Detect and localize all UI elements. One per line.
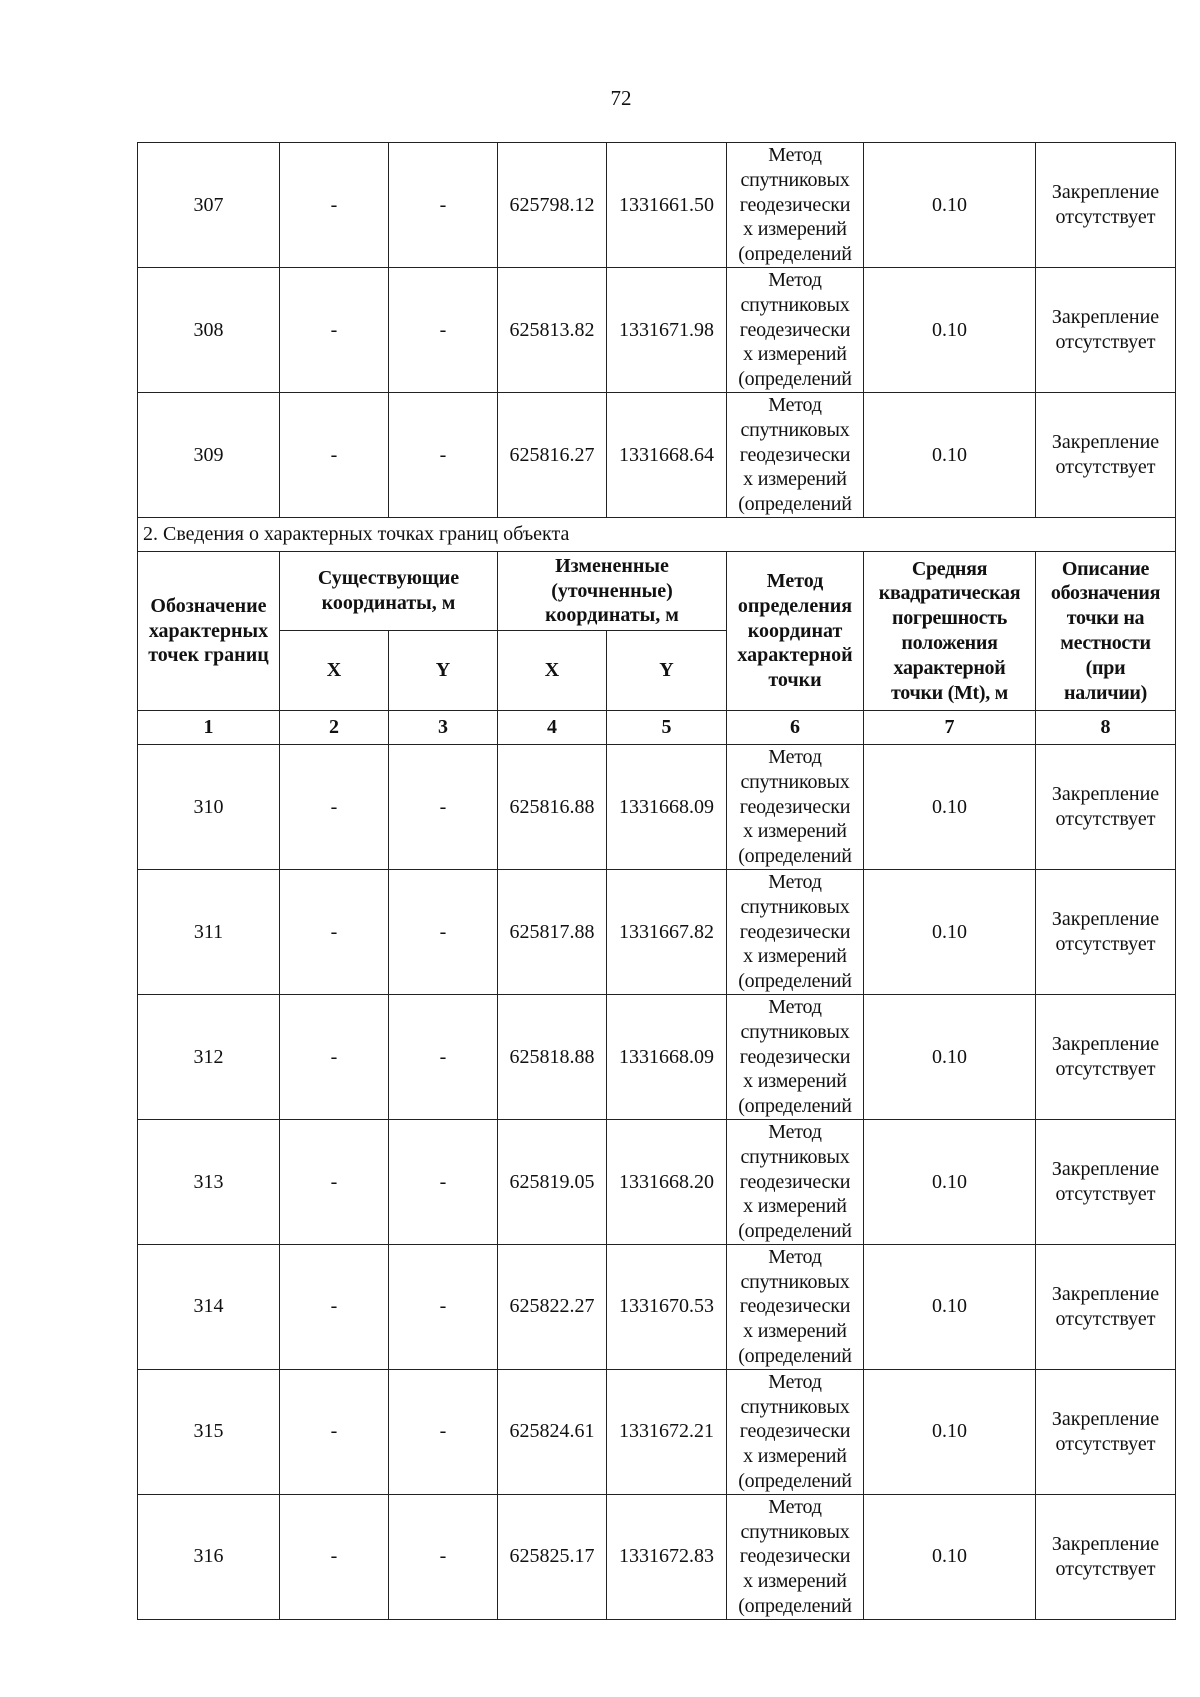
text-line: спутниковых bbox=[740, 418, 850, 441]
description-line: отсутствует bbox=[1055, 1557, 1156, 1580]
text-line: Измененные bbox=[555, 554, 669, 577]
existing-x: - bbox=[280, 1119, 389, 1244]
method-cell bbox=[727, 392, 864, 517]
section-title: 2. Сведения о характерных точках границ объекта bbox=[138, 517, 1176, 551]
text-line: Метод bbox=[768, 144, 822, 166]
text-line: геодезически bbox=[739, 443, 851, 466]
coord-x: 625817.88 bbox=[498, 869, 607, 994]
mean-error: 0.10 bbox=[864, 1494, 1036, 1619]
column-number: 4 bbox=[498, 710, 607, 744]
coord-x: 625822.27 bbox=[498, 1244, 607, 1369]
description-line: Закрепление bbox=[1051, 908, 1160, 931]
coord-y: 1331668.20 bbox=[607, 1119, 727, 1244]
existing-y: - bbox=[389, 1369, 498, 1494]
text-line: геодезически bbox=[739, 193, 851, 216]
text-line: геодезически bbox=[739, 1295, 851, 1318]
text-line: определения bbox=[737, 594, 853, 617]
text-line: местности bbox=[1060, 631, 1151, 654]
column-number: 8 bbox=[1036, 710, 1176, 744]
text-line: х измерений bbox=[743, 1195, 847, 1218]
text-line: Метод bbox=[768, 995, 822, 1018]
mean-error: 0.10 bbox=[864, 392, 1036, 517]
text-line: (определений bbox=[738, 1470, 852, 1493]
point-id: 311 bbox=[138, 869, 280, 994]
coord-y: 1331668.09 bbox=[607, 994, 727, 1119]
method-cell bbox=[727, 1119, 864, 1244]
coord-x: 625818.88 bbox=[498, 994, 607, 1119]
description-line: Закрепление bbox=[1051, 181, 1160, 204]
text-line: спутниковых bbox=[740, 1270, 850, 1293]
description-cell bbox=[1036, 744, 1176, 869]
point-id: 308 bbox=[138, 267, 280, 392]
column-number: 3 bbox=[389, 710, 498, 744]
coord-x: 625819.05 bbox=[498, 1119, 607, 1244]
description-line: отсутствует bbox=[1055, 1432, 1156, 1455]
text-line: координаты, м bbox=[321, 591, 456, 614]
coord-y: 1331661.50 bbox=[607, 143, 727, 268]
text-line: Существующие bbox=[317, 567, 460, 590]
existing-y: - bbox=[389, 994, 498, 1119]
text-line: точки bbox=[768, 669, 822, 692]
text-line: наличии) bbox=[1063, 681, 1148, 704]
text-line: геодезически bbox=[739, 318, 851, 341]
text-line: спутниковых bbox=[740, 1020, 850, 1043]
text-line: х измерений bbox=[743, 1445, 847, 1468]
text-line: обозначения bbox=[1050, 582, 1161, 605]
existing-x: - bbox=[280, 143, 389, 268]
description-cell bbox=[1036, 1119, 1176, 1244]
table-row bbox=[138, 1369, 1176, 1494]
text-line: х измерений bbox=[743, 468, 847, 491]
coord-y: 1331670.53 bbox=[607, 1244, 727, 1369]
existing-x: - bbox=[280, 1369, 389, 1494]
header-existing-coords bbox=[280, 551, 498, 630]
point-id: 309 bbox=[138, 392, 280, 517]
coord-x: 625816.27 bbox=[498, 392, 607, 517]
text-line: (определений bbox=[738, 243, 852, 266]
text-line: Метод bbox=[768, 870, 822, 893]
text-line: х измерений bbox=[743, 820, 847, 843]
text-line: характерных bbox=[148, 619, 269, 642]
text-line: спутниковых bbox=[740, 770, 850, 793]
table-row bbox=[138, 1119, 1176, 1244]
description-line: Закрепление bbox=[1051, 306, 1160, 329]
existing-y: - bbox=[389, 1119, 498, 1244]
description-cell bbox=[1036, 1494, 1176, 1619]
text-line: Метод bbox=[768, 745, 822, 768]
text-line: (определений bbox=[738, 1595, 852, 1618]
text-line: геодезически bbox=[739, 1420, 851, 1443]
column-number: 5 bbox=[607, 710, 727, 744]
existing-y: - bbox=[389, 392, 498, 517]
description-cell bbox=[1036, 994, 1176, 1119]
existing-y: - bbox=[389, 143, 498, 268]
description-line: Закрепление bbox=[1051, 1533, 1160, 1556]
mean-error: 0.10 bbox=[864, 869, 1036, 994]
table-row bbox=[138, 1244, 1176, 1369]
description-line: Закрепление bbox=[1051, 1408, 1160, 1431]
text-line: геодезически bbox=[739, 795, 851, 818]
text-line: Метод bbox=[768, 268, 822, 291]
coord-x: 625816.88 bbox=[498, 744, 607, 869]
description-cell bbox=[1036, 869, 1176, 994]
text-line: х измерений bbox=[743, 343, 847, 366]
text-line: спутниковых bbox=[740, 1145, 850, 1168]
table-header bbox=[138, 517, 1176, 744]
existing-x: - bbox=[280, 869, 389, 994]
description-line: Закрепление bbox=[1051, 431, 1160, 454]
point-id: 313 bbox=[138, 1119, 280, 1244]
text-line: геодезически bbox=[739, 1170, 851, 1193]
text-line: Обозначение bbox=[150, 594, 267, 617]
coord-y: 1331668.09 bbox=[607, 744, 727, 869]
text-line: (определений bbox=[738, 1220, 852, 1243]
description-line: отсутствует bbox=[1055, 932, 1156, 955]
description-line: отсутствует bbox=[1055, 807, 1156, 830]
coord-y: 1331667.82 bbox=[607, 869, 727, 994]
text-line: Метод bbox=[768, 1495, 822, 1518]
text-line: Метод bbox=[768, 1245, 822, 1268]
text-line: х измерений bbox=[743, 1320, 847, 1343]
point-id: 312 bbox=[138, 994, 280, 1119]
text-line: точки (Mt), м bbox=[891, 681, 1008, 704]
point-id: 315 bbox=[138, 1369, 280, 1494]
coord-x: 625798.12 bbox=[498, 143, 607, 268]
table-row bbox=[138, 1494, 1176, 1619]
text-line: Метод bbox=[766, 569, 824, 592]
text-line: характерной bbox=[893, 656, 1006, 679]
text-line: спутниковых bbox=[740, 1520, 850, 1543]
mean-error: 0.10 bbox=[864, 267, 1036, 392]
method-cell bbox=[727, 1369, 864, 1494]
text-line: координаты, м bbox=[545, 604, 679, 627]
point-id: 310 bbox=[138, 744, 280, 869]
existing-x: - bbox=[280, 744, 389, 869]
text-line: (определений bbox=[738, 1095, 852, 1118]
coord-x: 625825.17 bbox=[498, 1494, 607, 1619]
text-line: (уточненные) bbox=[551, 579, 673, 602]
text-line: Средняя bbox=[911, 557, 988, 580]
existing-y: - bbox=[389, 869, 498, 994]
text-line: (определений bbox=[738, 845, 852, 868]
text-line: х измерений bbox=[743, 1570, 847, 1593]
existing-x: - bbox=[280, 1494, 389, 1619]
column-number: 2 bbox=[280, 710, 389, 744]
description-cell bbox=[1036, 392, 1176, 517]
coord-y: 1331668.64 bbox=[607, 392, 727, 517]
mean-error: 0.10 bbox=[864, 143, 1036, 268]
existing-x: - bbox=[280, 1244, 389, 1369]
method-cell bbox=[727, 143, 864, 268]
text-line: характерной bbox=[737, 644, 853, 667]
method-cell bbox=[727, 1244, 864, 1369]
coord-y: 1331672.83 bbox=[607, 1494, 727, 1619]
description-cell bbox=[1036, 143, 1176, 268]
header-existing-y: Y bbox=[389, 630, 498, 710]
existing-x: - bbox=[280, 392, 389, 517]
existing-x: - bbox=[280, 267, 389, 392]
description-line: отсутствует bbox=[1055, 1307, 1156, 1330]
text-line: геодезически bbox=[739, 1045, 851, 1068]
text-line: спутниковых bbox=[740, 293, 850, 316]
mean-error: 0.10 bbox=[864, 1119, 1036, 1244]
header-mean-error bbox=[864, 551, 1036, 710]
coord-x: 625813.82 bbox=[498, 267, 607, 392]
text-line: х измерений bbox=[743, 218, 847, 241]
column-number: 6 bbox=[727, 710, 864, 744]
text-line: погрешность bbox=[892, 607, 1007, 630]
existing-y: - bbox=[389, 1244, 498, 1369]
boundary-points-table bbox=[137, 142, 1176, 1620]
rows-before bbox=[138, 143, 1176, 518]
text-line: (при bbox=[1085, 656, 1126, 679]
header-changed-coords bbox=[498, 551, 727, 630]
method-cell bbox=[727, 994, 864, 1119]
table-row bbox=[138, 869, 1176, 994]
mean-error: 0.10 bbox=[864, 744, 1036, 869]
text-line: спутниковых bbox=[740, 1395, 850, 1418]
description-cell bbox=[1036, 267, 1176, 392]
point-id: 314 bbox=[138, 1244, 280, 1369]
description-line: отсутствует bbox=[1055, 455, 1156, 478]
point-id: 307 bbox=[138, 143, 280, 268]
header-existing-x: X bbox=[280, 630, 389, 710]
table-row bbox=[138, 143, 1176, 268]
mean-error: 0.10 bbox=[864, 1369, 1036, 1494]
method-cell bbox=[727, 869, 864, 994]
description-line: отсутствует bbox=[1055, 205, 1156, 228]
existing-x: - bbox=[280, 994, 389, 1119]
point-id: 316 bbox=[138, 1494, 280, 1619]
header-method bbox=[727, 551, 864, 710]
header-designation bbox=[138, 551, 280, 710]
text-line: Метод bbox=[768, 1370, 822, 1393]
coord-y: 1331671.98 bbox=[607, 267, 727, 392]
column-numbers-row bbox=[138, 710, 1176, 744]
table-row bbox=[138, 267, 1176, 392]
description-line: Закрепление bbox=[1051, 1033, 1160, 1056]
coord-x: 625824.61 bbox=[498, 1369, 607, 1494]
column-number: 1 bbox=[138, 710, 280, 744]
description-line: Закрепление bbox=[1051, 1158, 1160, 1181]
text-line: Описание bbox=[1061, 557, 1150, 580]
text-line: (определений bbox=[738, 493, 852, 516]
text-line: геодезически bbox=[739, 920, 851, 943]
coord-y: 1331672.21 bbox=[607, 1369, 727, 1494]
column-number: 7 bbox=[864, 710, 1036, 744]
text-line: (определений bbox=[738, 970, 852, 993]
page-number: 72 bbox=[610, 86, 632, 110]
text-line: х измерений bbox=[743, 1070, 847, 1093]
text-line: (определений bbox=[738, 1345, 852, 1368]
existing-y: - bbox=[389, 267, 498, 392]
text-line: координат bbox=[747, 619, 843, 642]
description-line: отсутствует bbox=[1055, 330, 1156, 353]
method-cell bbox=[727, 1494, 864, 1619]
mean-error: 0.10 bbox=[864, 1244, 1036, 1369]
text-line: (определений bbox=[738, 368, 852, 391]
text-line: квадратическая bbox=[878, 582, 1021, 605]
text-line: х измерений bbox=[743, 945, 847, 968]
table-row bbox=[138, 744, 1176, 869]
text-line: спутниковых bbox=[740, 895, 850, 918]
header-changed-y: Y bbox=[607, 630, 727, 710]
text-line: спутниковых bbox=[740, 168, 850, 191]
text-line: точки на bbox=[1066, 607, 1145, 630]
description-line: отсутствует bbox=[1055, 1182, 1156, 1205]
text-line: точек границ bbox=[148, 644, 269, 667]
text-line: геодезически bbox=[739, 1545, 851, 1568]
method-cell bbox=[727, 744, 864, 869]
method-cell bbox=[727, 267, 864, 392]
description-line: Закрепление bbox=[1051, 783, 1160, 806]
table-row bbox=[138, 994, 1176, 1119]
rows-after bbox=[138, 744, 1176, 1619]
existing-y: - bbox=[389, 1494, 498, 1619]
existing-y: - bbox=[389, 744, 498, 869]
text-line: положения bbox=[901, 631, 998, 654]
description-line: Закрепление bbox=[1051, 1283, 1160, 1306]
text-line: Метод bbox=[768, 393, 822, 416]
description-line: отсутствует bbox=[1055, 1057, 1156, 1080]
header-description bbox=[1036, 551, 1176, 710]
table-row bbox=[138, 392, 1176, 517]
description-cell bbox=[1036, 1369, 1176, 1494]
header-changed-x: X bbox=[498, 630, 607, 710]
mean-error: 0.10 bbox=[864, 994, 1036, 1119]
description-cell bbox=[1036, 1244, 1176, 1369]
text-line: Метод bbox=[768, 1120, 822, 1143]
